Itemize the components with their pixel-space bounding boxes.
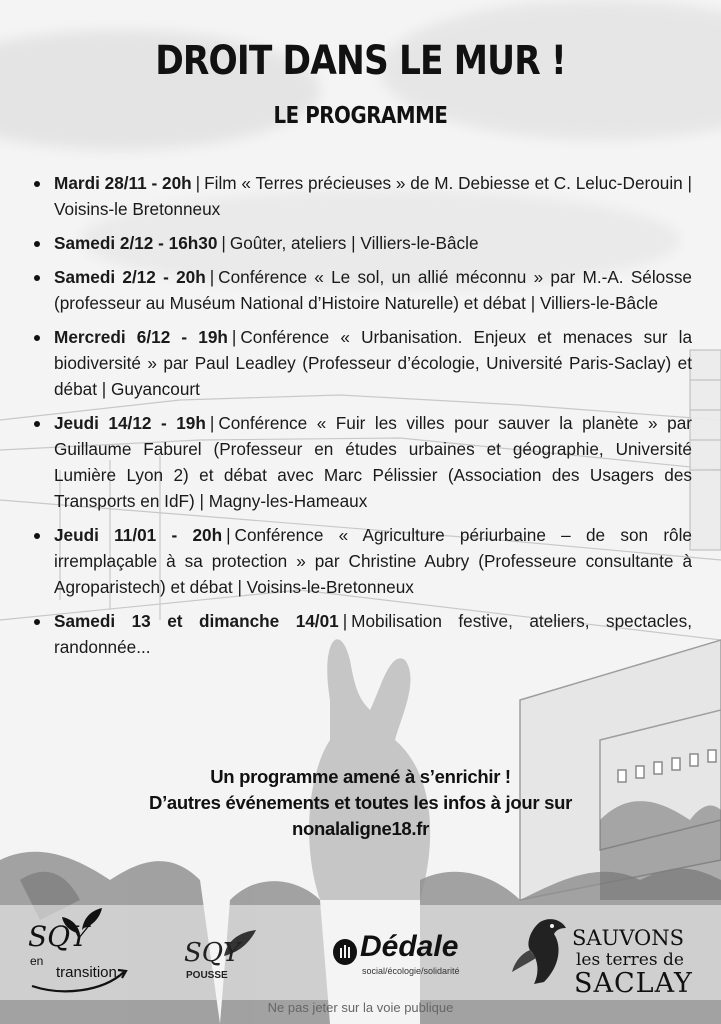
- logo-sauvons-line3: SACLAY: [574, 968, 693, 999]
- event-date: Mercredi 6/12 - 19h: [54, 327, 228, 347]
- event-date: Mardi 28/11 - 20h: [54, 173, 192, 193]
- logo-sqy-pousse: [180, 928, 270, 988]
- footer-line-1: Un programme amené à s’enrichir !: [210, 766, 511, 787]
- event-item: Samedi 2/12 - 16h30 | Goûter, ateliers | Villiers-le-Bâcle: [28, 230, 692, 256]
- logo-sqy-pousse-sub: POUSSE: [186, 970, 228, 981]
- page-title: DROIT DANS LE MUR !: [155, 38, 566, 84]
- logo-sauvons-line1: SAUVONS: [572, 926, 685, 950]
- disclaimer: Ne pas jeter sur la voie publique: [267, 1000, 454, 1015]
- logo-sauvons-saclay: [510, 908, 710, 1000]
- event-date: Samedi 2/12 - 20h: [54, 267, 206, 287]
- event-item: Samedi 13 et dimanche 14/01 | Mobilisation festive, ateliers, spectacles, randonnée...: [28, 608, 692, 660]
- event-item: Samedi 2/12 - 20h | Conférence « Le sol, un allié méconnu » par M.-A. Sélosse (professeur au Muséum National d’Histoire Naturelle) et débat | Villiers-le-Bâcle: [28, 264, 692, 316]
- event-text: Conférence « Le sol, un allié méconnu » par M.-A. Sélosse (professeur au Muséum National d’Histoire Naturelle) et débat | Villiers-le-Bâcle: [54, 267, 692, 313]
- event-date: Samedi 2/12 - 16h30: [54, 233, 218, 253]
- event-date: Jeudi 14/12 - 19h: [54, 413, 206, 433]
- event-text: Conférence « Agriculture périurbaine – de son rôle irremplaçable à sa protection » par Christine Aubry (Professeure consultante à Agroparistech) et débat | Voisins-le-Bretonneux: [54, 525, 692, 597]
- event-text: Film « Terres précieuses » de M. Debiesse et C. Leluc-Derouin | Voisins-le Bretonneux: [54, 173, 692, 219]
- event-text: Mobilisation festive, ateliers, spectacles, randonnée...: [54, 611, 692, 657]
- event-item: Jeudi 11/01 - 20h | Conférence « Agriculture périurbaine – de son rôle irremplaçable à sa protection » par Christine Aubry (Professeure consultante à Agroparistech) et débat | Voisins-le-Bretonneux: [28, 522, 692, 600]
- event-item: Mardi 28/11 - 20h | Film « Terres précieuses » de M. Debiesse et C. Leluc-Derouin | Voisins-le Bretonneux: [28, 170, 692, 222]
- event-text: Goûter, ateliers | Villiers-le-Bâcle: [229, 233, 479, 253]
- event-text: Conférence « Fuir les villes pour sauver la planète » par Guillaume Faburel (Professeur en études urbaines et géographie, Université Lumière Lyon 2) et débat avec Marc Pélissier (Association des Usagers des Transports en IdF) | Magny-les-Hameaux: [54, 413, 692, 511]
- logo-dedale-main: Dédale: [360, 930, 459, 963]
- logo-sqy-transition: [22, 900, 132, 1000]
- logo-sqy-transition-main: SQY: [28, 920, 89, 953]
- logo-sqy-pousse-main: SQY: [184, 938, 241, 968]
- logo-dedale-sub: social/écologie/solidarité: [362, 966, 460, 976]
- event-item: Jeudi 14/12 - 19h | Conférence « Fuir les villes pour sauver la planète » par Guillaume Faburel (Professeur en études urbaines et géographie, Université Lumière Lyon 2) et débat avec Marc Pélissier (Association des Usagers des Transports en IdF) | Magny-les-Hameaux: [28, 410, 692, 514]
- hand-icon: [332, 936, 358, 966]
- footer-line-2: D’autres événements et toutes les infos à jour sur: [149, 792, 572, 813]
- footer-message: [0, 764, 721, 842]
- website-link[interactable]: nonalaligne18.fr: [291, 818, 430, 839]
- event-item: Mercredi 6/12 - 19h | Conférence « Urbanisation. Enjeux et menaces sur la biodiversité » par Paul Leadley (Professeur d’écologie, Université Paris-Saclay) et débat | Guyancourt: [28, 324, 692, 402]
- bird-icon: [510, 912, 574, 992]
- logo-sauvons-line2: les terres de: [576, 950, 684, 970]
- event-text: Conférence « Urbanisation. Enjeux et menaces sur la biodiversité » par Paul Leadley (Professeur d’écologie, Université Paris-Saclay) et débat | Guyancourt: [54, 327, 693, 399]
- event-list: [28, 170, 692, 668]
- event-date: Samedi 13 et dimanche 14/01: [54, 611, 339, 631]
- logo-sqy-transition-sub1: en: [30, 954, 44, 968]
- logo-dedale: [332, 930, 492, 990]
- partner-logos: [0, 900, 721, 1000]
- logo-sqy-transition-sub2: transition: [56, 964, 117, 981]
- page-subtitle: LE PROGRAMME: [273, 103, 448, 129]
- event-date: Jeudi 11/01 - 20h: [54, 525, 223, 545]
